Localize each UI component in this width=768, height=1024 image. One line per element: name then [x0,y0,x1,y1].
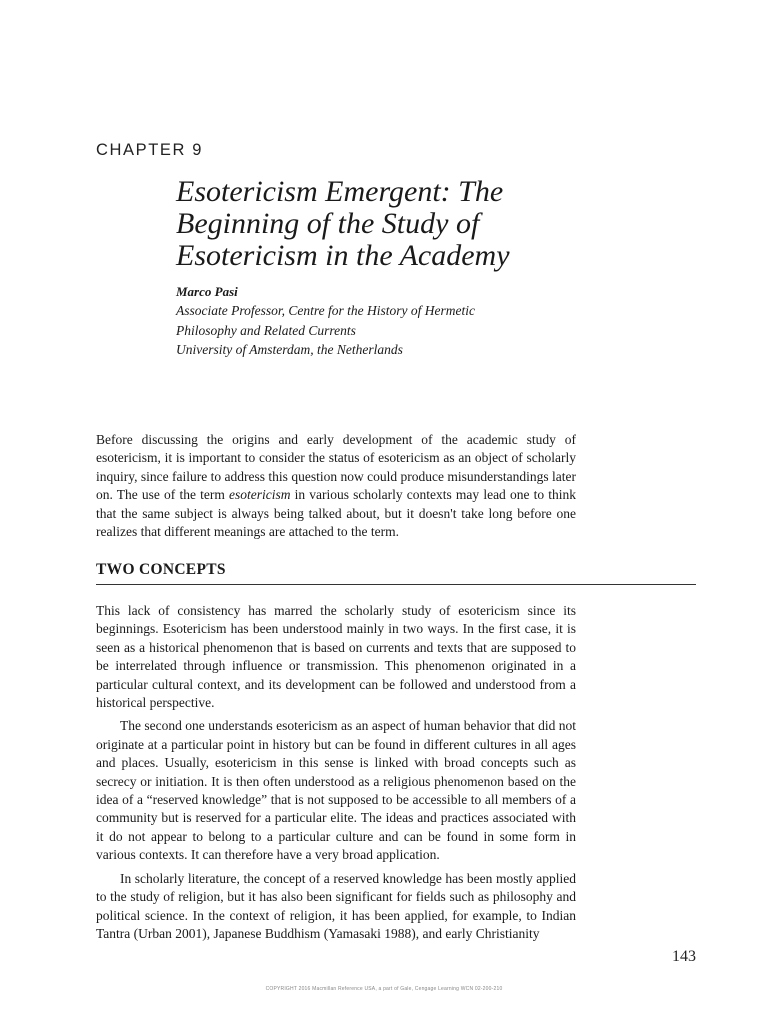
intro-paragraph [96,431,576,541]
chapter-title-line-1: Esotericism Emergent: The [176,175,504,208]
chapter-title-line-2: Beginning of the Study of [176,207,480,240]
title-block [176,176,696,360]
chapter-label: CHAPTER 9 [96,141,204,159]
section-heading: TWO CONCEPTS [96,561,226,578]
affiliation-line-1: Associate Professor, Centre for the History of Hermetic [176,303,475,318]
intro-text [96,431,576,541]
body-paragraph-2: The second one understands esotericism as an aspect of human behavior that did not originate at a particular point in history but can be found in different cultures in all ages and places. Usually, esotericism in this sense is linked with broad concepts such as secrecy or initiation. It is then often understood as a religious phenomenon based on the idea of a “reserved knowledge” that is not supposed to be accessible to all members of a community but is reserved for a particular elite. The ideas and practices associated with it do not appear to belong to a particular culture and can be found in some form in various contexts. It can therefore have a very broad application. [96,718,576,863]
page-number: 143 [672,948,696,965]
affiliation-line-2: Philosophy and Related Currents [176,322,356,338]
intro-emphasized-term: esotericism [228,487,291,503]
chapter-title [176,176,696,272]
section-divider [96,584,696,585]
copyright-notice: COPYRIGHT 2016 Macmillan Reference USA, a part of Gale, Cengage Learning WCN 02-200-210 [265,986,503,992]
intro-text-before-term: Before discussing the origins and early development of the academic study of esotericism, it is important to consider the status of esotericism as an object of scholarly inquiry, since failure to address this question now could produce misunderstandings later on. The use of the term [96,432,576,503]
chapter-title-line-3: Esotericism in the Academy [176,239,510,272]
intro-text-after-term: in various scholarly contexts may lead one to think that the same subject is always being talked about, but it doesn't take long before one realizes that different meanings are attached to the term. [96,487,576,540]
section-body [96,602,576,943]
body-paragraph-3: In scholarly literature, the concept of a reserved knowledge has been mostly applied to the study of religion, but it has also been significant for fields such as philosophy and political science. In the context of religion, it has been applied, for example, to Indian Tantra (Urban 2001), Japanese Buddhism (Yamasaki 1988), and early Christianity [96,870,576,941]
author-name: Marco Pasi [176,284,238,299]
affiliation-line-3: University of Amsterdam, the Netherlands [176,342,403,357]
author-affiliation [176,301,696,360]
body-paragraph-1: This lack of consistency has marred the scholarly study of esotericism since its beginnings. Esotericism has been understood mainly in two ways. In the first case, it is seen as a historical phenomenon that is based on currents and texts that are supposed to be interrelated through influence or transmission. This phenomenon originated in a particular cultural context, and its development can be followed and understood from a historical perspective. [96,603,576,711]
